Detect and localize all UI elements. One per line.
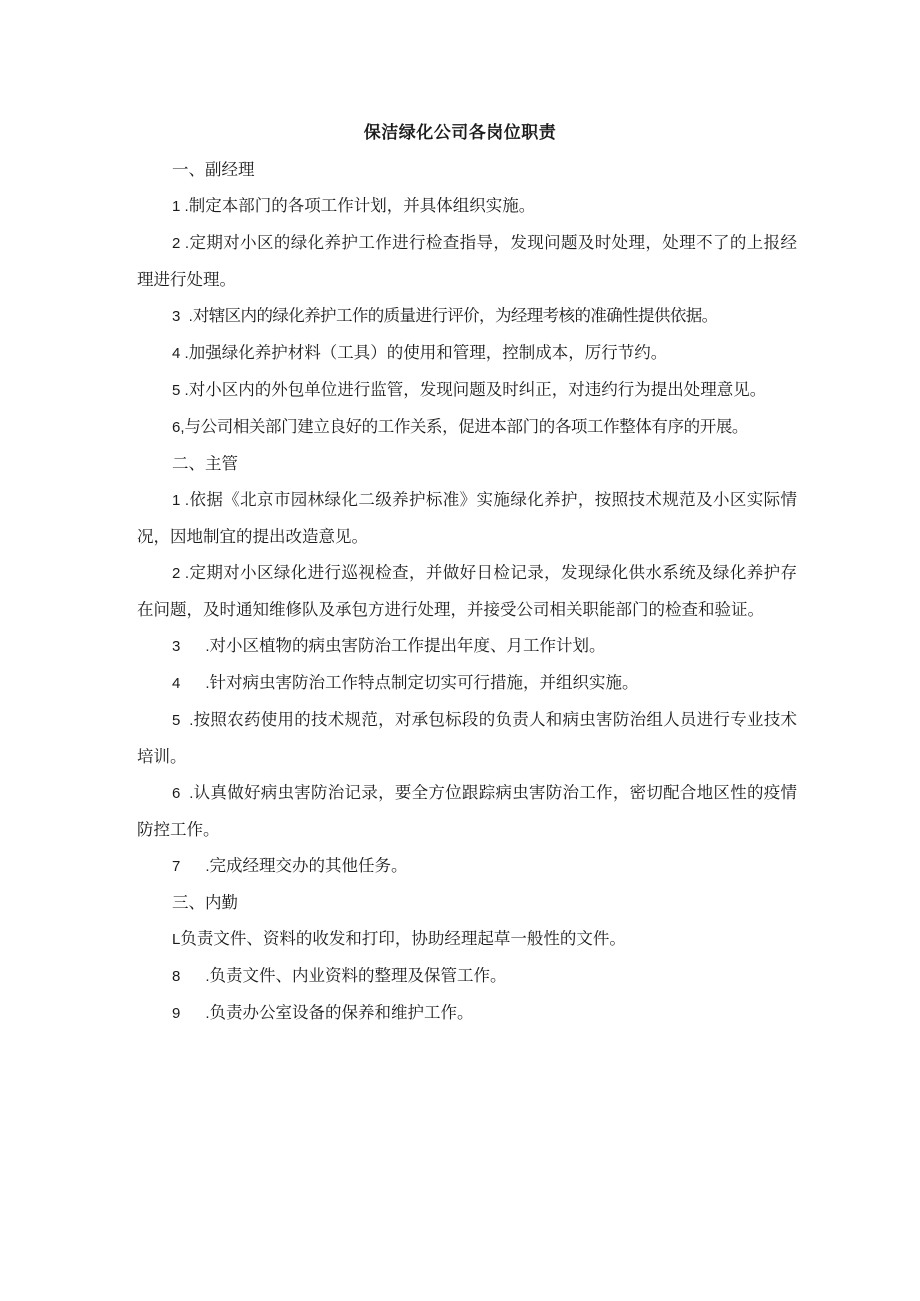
item-separator: . (180, 345, 189, 362)
list-item (137, 335, 797, 372)
item-separator: . (180, 712, 194, 729)
item-number: 6 (172, 785, 181, 802)
list-item (137, 995, 797, 1032)
item-number: 3 (172, 308, 181, 325)
item-text: 负责办公室设备的保养和维护工作。 (209, 1003, 474, 1022)
item-separator: . (180, 675, 210, 692)
item-number: 1 (172, 492, 181, 509)
document-title: 保洁绿化公司各岗位职责 (363, 123, 557, 143)
item-text: 按照农药使用的技术规范，对承包标段的负责人和病虫害防治组人员进行专业技术培训。 (137, 710, 797, 766)
list-item (137, 225, 797, 298)
item-text: 对小区内的外包单位进行监管，发现问题及时纠正，对违约行为提出处理意见。 (188, 380, 767, 399)
document-body (137, 152, 797, 1032)
list-item (137, 775, 797, 848)
item-number: 1 (172, 198, 181, 215)
item-number: 2 (172, 565, 181, 582)
list-item (137, 555, 797, 628)
item-text: 加强绿化养护材料（工具）的使用和管理，控制成本，厉行节约。 (188, 343, 668, 362)
item-separator: . (180, 308, 193, 325)
item-number: 9 (172, 1005, 181, 1022)
section-heading: 三、内勤 (172, 893, 238, 912)
item-text: 负责文件、资料的收发和打印，协助经理起草一般性的文件。 (180, 929, 626, 948)
item-text: 与公司相关部门建立良好的工作关系，促进本部门的各项工作整体有序的开展。 (184, 417, 749, 436)
list-item (137, 188, 797, 225)
item-separator: . (180, 1005, 210, 1022)
item-separator: . (180, 235, 190, 252)
item-number: 6, (172, 419, 185, 436)
item-separator: . (180, 638, 210, 655)
item-text: 定期对小区绿化进行巡视检查，并做好日检记录，发现绿化供水系统及绿化养护存在问题，及时通知维修队及承包方进行处理，并接受公司相关职能部门的检查和验证。 (137, 563, 798, 619)
list-item (137, 372, 797, 409)
list-item (137, 702, 797, 775)
item-separator: . (180, 968, 210, 985)
item-separator: . (180, 492, 190, 509)
section-heading: 二、主管 (172, 454, 238, 473)
item-text: 制定本部门的各项工作计划，并具体组织实施。 (188, 196, 536, 215)
list-item (137, 665, 797, 702)
list-item (137, 482, 797, 555)
item-text: 认真做好病虫害防治记录，要全方位跟踪病虫害防治工作，密切配合地区性的疫情防控工作。 (137, 783, 797, 839)
list-item (137, 628, 797, 665)
item-number: 5 (172, 382, 181, 399)
item-text: 对小区植物的病虫害防治工作提出年度、月工作计划。 (209, 636, 606, 655)
item-number: 3 (172, 638, 181, 655)
item-text: 针对病虫害防治工作特点制定切实可行措施，并组织实施。 (209, 673, 639, 692)
item-number: 2 (172, 235, 181, 252)
item-separator: . (180, 785, 194, 802)
item-number: 4 (172, 675, 181, 692)
item-text: 负责文件、内业资料的整理及保管工作。 (209, 966, 507, 985)
section-heading: 一、副经理 (172, 160, 255, 179)
item-number: 4 (172, 345, 181, 362)
item-separator: . (180, 858, 210, 875)
item-separator: . (180, 198, 189, 215)
list-item (137, 298, 797, 335)
list-item (137, 409, 797, 446)
list-item (137, 848, 797, 885)
item-number: 7 (172, 858, 181, 875)
item-number: 8 (172, 968, 181, 985)
list-item (137, 921, 797, 958)
item-number: L (172, 931, 181, 948)
item-separator: . (180, 382, 189, 399)
item-text: 完成经理交办的其他任务。 (209, 856, 408, 875)
item-number: 5 (172, 712, 181, 729)
item-text: 依据《北京市园林绿化二级养护标准》实施绿化养护，按照技术规范及小区实际情况，因地制宜的提出改造意见。 (137, 490, 798, 546)
item-text: 定期对小区的绿化养护工作进行检查指导，发现问题及时处理，处理不了的上报经理进行处理。 (137, 233, 798, 289)
list-item (137, 958, 797, 995)
item-text: 对辖区内的绿化养护工作的质量进行评价，为经理考核的准确性提供依据。 (192, 306, 718, 325)
item-separator: . (180, 565, 190, 582)
